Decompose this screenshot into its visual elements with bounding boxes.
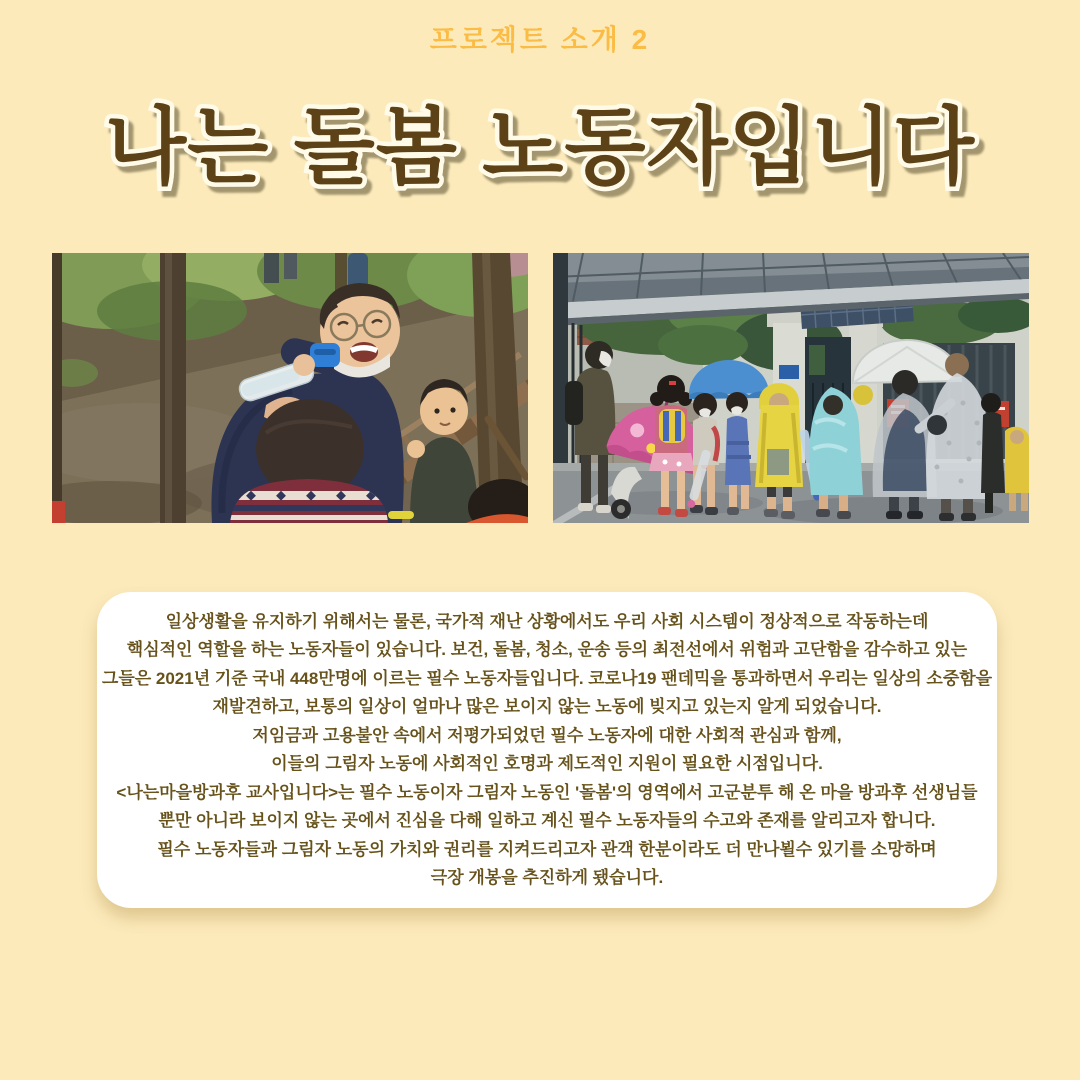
description-card bbox=[97, 592, 997, 908]
description-line: 재발견하고, 보통의 일상이 얼마나 많은 보이지 않는 노동에 빚지고 있는지 알게 되었습니다. bbox=[212, 697, 882, 716]
description-line: 뿐만 아니라 보이지 않는 곳에서 진심을 다해 일하고 계신 필수 노동자들의 수고와 존재를 알리고자 합니다. bbox=[158, 811, 936, 830]
description-line: 극장 개봉을 추진하게 됐습니다. bbox=[430, 868, 664, 887]
photo-rainy-queue-image bbox=[553, 253, 1029, 523]
description-line: 일상생활을 유지하기 위해서는 물론, 국가적 재난 상황에서도 우리 사회 시스템이 정상적으로 작동하는데 bbox=[165, 611, 929, 631]
kicker-label: 프로젝트 소개 2 bbox=[429, 24, 651, 55]
description-line: 필수 노동자들과 그림자 노동의 가치와 권리를 지켜드리고자 관객 한분이라도 더 만나뵐수 있기를 소망하며 bbox=[157, 839, 937, 859]
description-line: 이들의 그림자 노동에 사회적인 호명과 제도적인 지원이 필요한 시점입니다. bbox=[271, 754, 823, 773]
photo-forest-water-break-image bbox=[52, 253, 528, 523]
description-line: 저임금과 고용불안 속에서 저평가되었던 필수 노동자에 대한 사회적 관심과 함께, bbox=[252, 725, 842, 745]
photo-forest-water-break bbox=[52, 253, 528, 523]
photo-rainy-queue bbox=[553, 253, 1029, 523]
page-title-text: 나는 돌봄 노동자입니다 bbox=[104, 100, 976, 194]
description-line: 그들은 2021년 기준 국내 448만명에 이르는 필수 노동자들입니다. 코로나19 팬데믹을 통과하면서 우리는 일상의 소중함을 bbox=[101, 668, 993, 688]
description-line: <나는마을방과후 교사입니다>는 필수 노동이자 그림자 노동인 '돌봄'의 영역에서 고군분투 해 온 마을 방과후 선생님들 bbox=[116, 782, 978, 802]
description-line: 핵심적인 역할을 하는 노동자들이 있습니다. 보건, 돌봄, 청소, 운송 등의 최전선에서 위험과 고단함을 감수하고 있는 bbox=[126, 640, 968, 659]
page-title bbox=[0, 88, 1080, 208]
